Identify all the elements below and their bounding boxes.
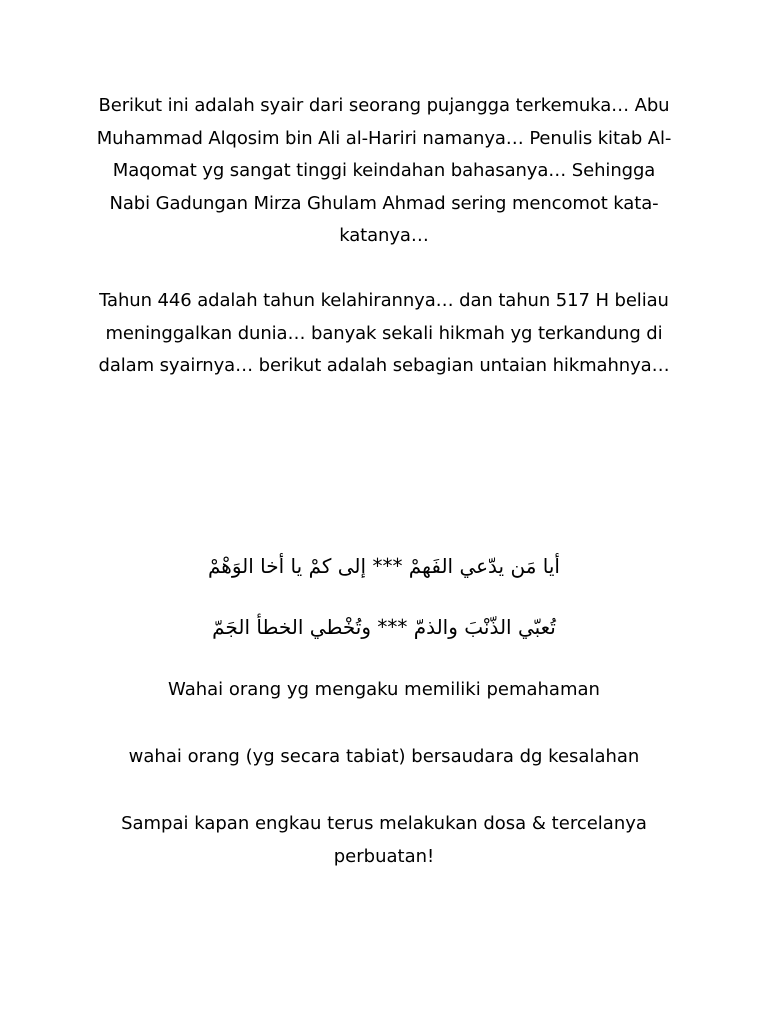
poem-verse-2: تُعبّي الذّنْبَ والذمّ *** وتُخْطي الخطأ الجَمّ bbox=[212, 615, 556, 639]
translation-line-2: wahai orang (yg secara tabiat) bersaudara dg kesalahan bbox=[128, 746, 640, 767]
translation-line-1: Wahai orang yg mengaku memiliki pemahaman bbox=[168, 679, 600, 700]
intro-paragraph bbox=[90, 90, 678, 253]
intro-text: Berikut ini adalah syair dari seorang pujangga terkemuka… Abu Muhammad Alqosim bin Ali al-Hariri namanya… Penulis kitab Al-Maqomat yg sangat tinggi keindahan bahasanya… Sehingga Nabi Gadungan Mirza Ghulam Ahmad sering mencomot kata-katanya… bbox=[96, 95, 672, 246]
biography-text: Tahun 446 adalah tahun kelahirannya… dan tahun 517 H beliau meninggalkan dunia… banyak sekali hikmah yg terkandung di dalam syairnya… berikut adalah sebagian untaian hikmahnya… bbox=[98, 290, 670, 376]
poem-verse-1: أيا مَن يدّعي الفَهمْ *** إلى كمْ يا أخا الوَهْمْ bbox=[207, 554, 560, 578]
biography-paragraph bbox=[90, 285, 678, 383]
translation-line-3: Sampai kapan engkau terus melakukan dosa & tercelanya perbuatan! bbox=[121, 813, 647, 867]
